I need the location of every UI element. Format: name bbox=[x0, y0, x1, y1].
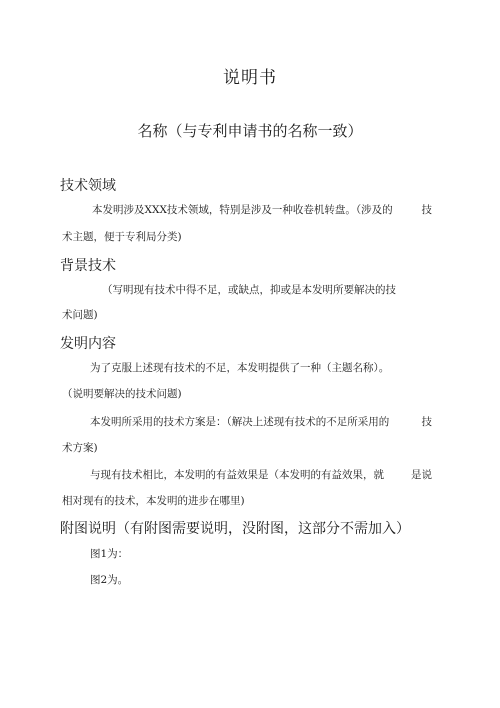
section-heading-field: 技术领域 bbox=[60, 178, 116, 194]
content-para-4-line-2: 相对现有的技术，本发明的进步在哪里) bbox=[62, 495, 245, 507]
background-line-2: 术问题) bbox=[62, 309, 98, 321]
content-para-3-end: 技 bbox=[421, 416, 432, 428]
section-heading-content: 发明内容 bbox=[60, 336, 116, 352]
content-para-3-line-1 bbox=[90, 416, 432, 428]
background-line-1: （写明现有技术中得不足，或缺点，抑或是本发明所要解决的技 bbox=[102, 284, 396, 296]
field-line-1 bbox=[92, 204, 432, 216]
field-line-2: 术主题，便于专利局分类) bbox=[62, 231, 182, 243]
field-line-1-end: 技 bbox=[421, 204, 432, 216]
content-para-2: （说明要解决的技术问题) bbox=[62, 388, 182, 400]
document-subtitle: 名称（与专利申请书的名称一致） bbox=[137, 122, 363, 140]
content-para-1: 为了克服上述现有技术的不足，本发明提供了一种（主题名称）。 bbox=[90, 362, 390, 374]
content-para-3-line-2: 术方案) bbox=[62, 442, 98, 454]
figure-1-caption: 图1为： bbox=[90, 548, 129, 560]
content-para-4-text: 与现有技术相比，本发明的有益效果是（本发明的有益效果，就 bbox=[90, 469, 384, 481]
section-heading-background: 背景技术 bbox=[60, 258, 116, 274]
content-para-4-line-1 bbox=[90, 469, 432, 481]
page-title: 说明书 bbox=[223, 68, 277, 88]
content-para-3-text: 本发明所采用的技术方案是：（解决上述现有技术的不足所采用的 bbox=[90, 416, 390, 428]
field-line-1-text: 本发明涉及XXX技术领域，特别是涉及一种收卷机转盘。（涉及的 bbox=[92, 204, 393, 216]
figure-2-caption: 图2为。 bbox=[90, 574, 129, 586]
section-heading-figures: 附图说明（有附图需要说明，没附图，这部分不需加入） bbox=[60, 521, 410, 537]
content-para-4-end: 是说 bbox=[411, 469, 432, 481]
